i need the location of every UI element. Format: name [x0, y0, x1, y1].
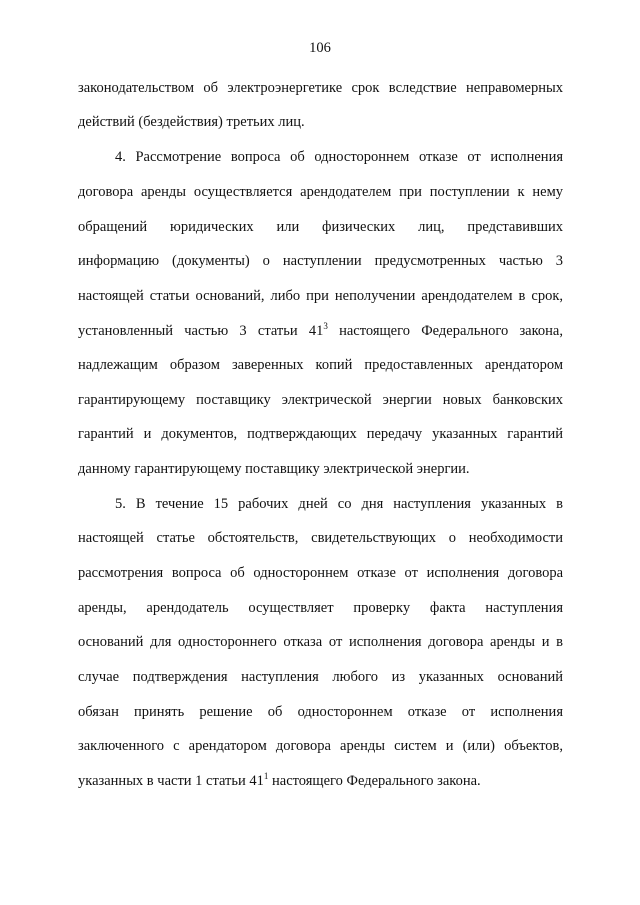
- text-line: данному гарантирующему поставщику электрической энергии.: [78, 461, 470, 477]
- text-line: обязан принять решение об одностороннем отказе от исполнения: [78, 704, 563, 720]
- text-line: гарантирующему поставщику электрической энергии новых банковских: [78, 392, 563, 408]
- text-line: оснований для одностороннего отказа от исполнения договора аренды и в: [78, 634, 563, 650]
- page-number: 106: [309, 40, 331, 56]
- paragraph-5-start: 5. В течение 15 рабочих дней со дня наступления указанных в: [115, 496, 563, 512]
- text-line: рассмотрения вопроса об одностороннем отказе от исполнения договора: [78, 565, 563, 581]
- text-line: гарантий и документов, подтверждающих передачу указанных гарантий: [78, 426, 563, 442]
- text-line: действий (бездействия) третьих лиц.: [78, 114, 305, 130]
- text-line: настоящей статьи оснований, либо при неполучении арендодателем в срок,: [78, 288, 563, 304]
- text-line: законодательством об электроэнергетике срок вследствие неправомерных: [78, 80, 563, 96]
- text-line: надлежащим образом заверенных копий предоставленных арендатором: [78, 357, 563, 373]
- reference-text: установленный частью 3 статьи 41: [78, 323, 324, 339]
- text-line: информацию (документы) о наступлении предусмотренных частью 3: [78, 253, 563, 269]
- text-line-with-reference: [78, 772, 563, 790]
- text-line: настоящей статье обстоятельств, свидетельствующих о необходимости: [78, 530, 563, 546]
- text-line: случае подтверждения наступления любого из указанных оснований: [78, 669, 563, 685]
- reference-text-tail: настоящего Федерального закона.: [268, 773, 481, 789]
- paragraph-4-start: 4. Рассмотрение вопроса об одностороннем отказе от исполнения: [115, 149, 563, 165]
- superscript: 3: [323, 321, 328, 331]
- text-line: обращений юридических или физических лиц, представивших: [78, 219, 563, 235]
- reference-text-tail: настоящего Федерального закона,: [327, 323, 563, 339]
- reference-text: указанных в части 1 статьи 41: [78, 773, 264, 789]
- text-line: договора аренды осуществляется арендодателем при поступлении к нему: [78, 184, 563, 200]
- text-line: заключенного с арендатором договора аренды систем и (или) объектов,: [78, 738, 563, 754]
- text-line: аренды, арендодатель осуществляет проверку факта наступления: [78, 600, 563, 616]
- superscript: 1: [263, 771, 269, 781]
- text-line-with-reference: [78, 322, 563, 340]
